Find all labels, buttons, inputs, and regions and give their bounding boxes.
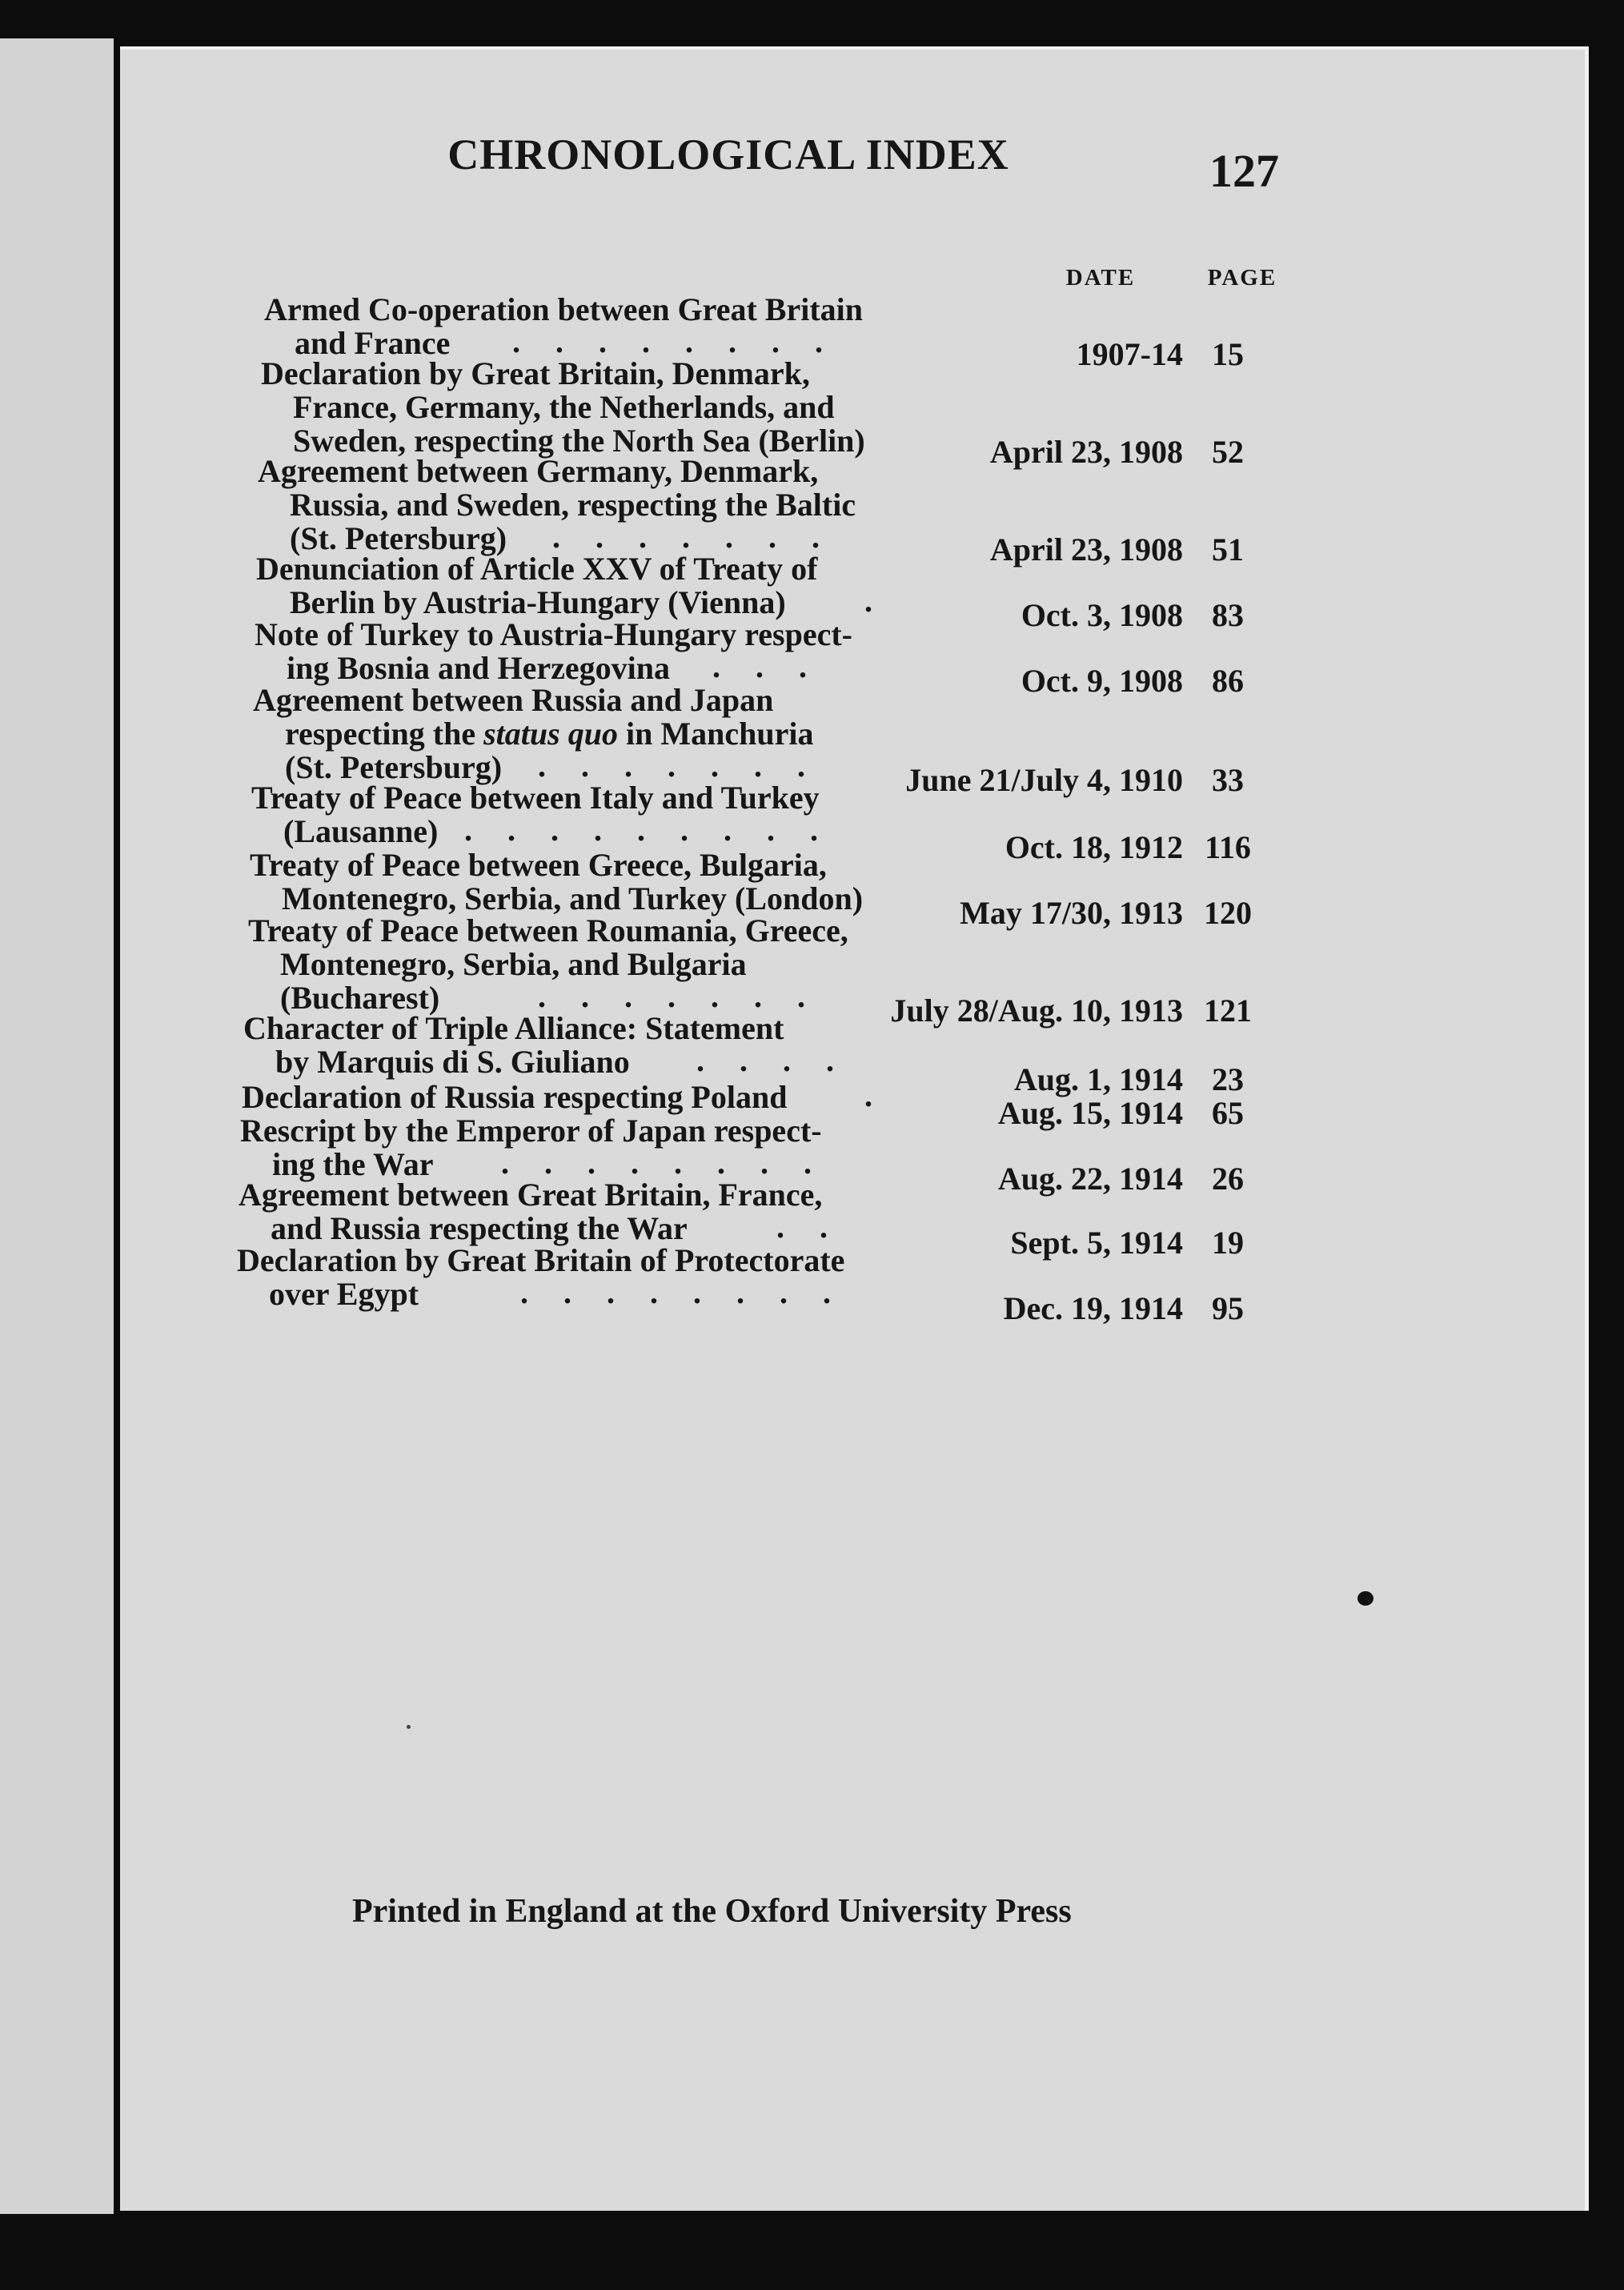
entry-text: Note of Turkey to Austria-Hungary respect- (255, 616, 852, 652)
entry-page-number: 120 (1204, 895, 1252, 931)
italic-phrase: status quo (483, 716, 618, 752)
entry-text: Declaration by Great Britain of Protectorate (237, 1242, 845, 1278)
entry-text: over Egypt (269, 1276, 419, 1312)
entry-date: Aug. 1, 1914 (1013, 1061, 1183, 1097)
entry-page-number: 95 (1212, 1290, 1244, 1326)
entry-text-line (0, 453, 904, 490)
entry-text-line (0, 1276, 904, 1313)
entry-text: ing the War (272, 1146, 434, 1182)
entry-text: Sweden, respecting the North Sea (Berlin) (293, 423, 865, 459)
date-column-header: DATE (1065, 265, 1136, 291)
entry-page-number: 121 (1204, 993, 1252, 1029)
entry-text: Declaration of Russia respecting Poland (242, 1079, 788, 1115)
dot-leaders: ....... (552, 519, 855, 555)
entry-date: Oct. 9, 1908 (1021, 663, 1183, 699)
entry-page-number: 33 (1212, 762, 1244, 798)
dot-leaders: ....... (538, 978, 840, 1014)
dot-leaders: . (864, 583, 908, 619)
entry-text: respecting the status quo in Manchuria (285, 716, 814, 752)
entry-date: May 17/30, 1913 (960, 895, 1183, 931)
entry-date: June 21/July 4, 1910 (905, 762, 1183, 798)
entry-text: Treaty of Peace between Italy and Turkey (251, 780, 820, 816)
entry-date: Sept. 5, 1914 (1010, 1225, 1183, 1261)
entry-text-line (0, 1077, 908, 1116)
entry-text: Treaty of Peace between Roumania, Greece, (248, 912, 848, 948)
dot-leaders: ........ (512, 323, 858, 359)
entry-text: Russia, and Sweden, respecting the Baltic (290, 487, 856, 523)
dot-leaders: ......... (464, 812, 853, 848)
entry-text: Montenegro, Serbia, and Turkey (London) (282, 880, 864, 916)
entry-text: Montenegro, Serbia, and Bulgaria (280, 946, 747, 982)
entry-text-line (0, 1177, 904, 1213)
entry-page-number: 52 (1212, 434, 1244, 470)
entry-text: Armed Co-operation between Great Britain (264, 291, 864, 327)
entry-page-number: 116 (1205, 829, 1251, 865)
entry-text: Rescript by the Emperor of Japan respect- (240, 1113, 822, 1149)
dot-leaders: .... (696, 1042, 869, 1078)
entry-date: Oct. 18, 1912 (1004, 829, 1183, 865)
entry-date: April 23, 1908 (989, 434, 1183, 470)
entry-text: Berlin by Austria-Hungary (Vienna) (290, 584, 786, 620)
paper-speck (407, 1725, 411, 1729)
dot-leaders: ........ (501, 1145, 847, 1181)
entry-date: Oct. 3, 1908 (1021, 597, 1183, 633)
entry-text: Agreement between Great Britain, France, (239, 1177, 823, 1213)
entry-page-number: 15 (1212, 336, 1244, 372)
entry-text-line (0, 389, 904, 426)
entry-text: France, Germany, the Netherlands, and (293, 389, 835, 425)
dot-leaders: ....... (538, 748, 840, 784)
entry-text: Declaration by Great Britain, Denmark, (261, 355, 810, 391)
entry-text: ing Bosnia and Herzegovina (287, 650, 670, 686)
dot-leaders: . (864, 1077, 908, 1113)
entry-text: (Lausanne) (283, 813, 439, 849)
page-column-header: PAGE (1207, 265, 1277, 291)
dot-leaders: .. (776, 1209, 863, 1245)
entry-page-number: 86 (1212, 663, 1244, 699)
entry-text: (St. Petersburg) (285, 749, 503, 785)
entry-date: Aug. 22, 1914 (997, 1161, 1183, 1197)
entry-date: Dec. 19, 1914 (1003, 1290, 1183, 1326)
entry-page-number: 65 (1212, 1095, 1244, 1131)
entry-text: (Bucharest) (280, 980, 440, 1016)
entry-date: July 28/Aug. 10, 1913 (890, 993, 1183, 1029)
entry-text: by Marquis di S. Giuliano (275, 1044, 630, 1080)
entry-text: and Russia respecting the War (271, 1210, 688, 1246)
entry-page-number: 83 (1212, 597, 1244, 633)
entry-text: Denunciation of Article XXV of Treaty of (256, 551, 818, 587)
entry-text-line (0, 813, 904, 850)
entry-text: Agreement between Russia and Japan (253, 682, 774, 718)
entry-text-line (0, 682, 904, 719)
entry-text: Agreement between Germany, Denmark, (258, 453, 819, 489)
entry-text-line (0, 551, 904, 588)
dot-leaders: ........ (520, 1274, 866, 1310)
entry-text: Treaty of Peace between Greece, Bulgaria, (250, 847, 827, 883)
entry-text-line (0, 355, 904, 392)
dot-leaders: ... (712, 648, 842, 684)
printer-imprint: Printed in England at the Oxford University Press (352, 1893, 1072, 1930)
page-title: CHRONOLOGICAL INDEX (447, 130, 1009, 178)
entry-text-line (0, 847, 904, 884)
entry-text-line (0, 1044, 904, 1081)
entry-page-number: 51 (1212, 531, 1244, 567)
entry-page-number: 26 (1212, 1161, 1244, 1197)
page-number: 127 (1209, 145, 1279, 197)
entry-page-number: 19 (1212, 1225, 1244, 1261)
entry-date: 1907-14 (1076, 336, 1183, 372)
entry-date: April 23, 1908 (989, 531, 1183, 567)
entry-text: and France (295, 325, 451, 361)
entry-text: Character of Triple Alliance: Statement (243, 1010, 784, 1046)
ink-spot (1357, 1591, 1373, 1606)
entry-page-number: 23 (1212, 1061, 1244, 1097)
entry-date: Aug. 15, 1914 (997, 1095, 1183, 1131)
entry-text: (St. Petersburg) (290, 520, 507, 556)
entry-text-line (0, 912, 904, 949)
